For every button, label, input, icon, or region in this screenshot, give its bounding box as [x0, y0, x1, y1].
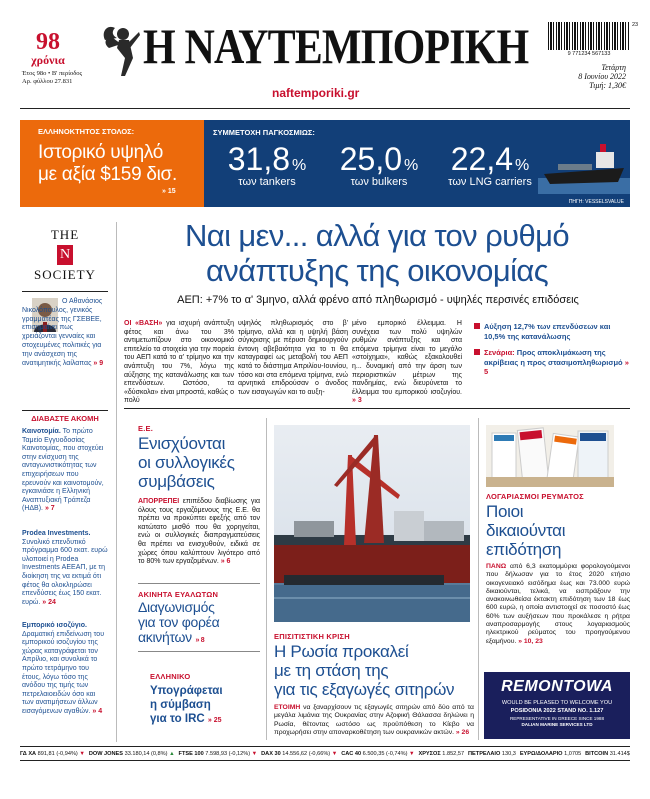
banner-source: ΠΗΓΗ: VESSELSVALUE — [568, 199, 624, 205]
akinita-ref: » 8 — [195, 637, 205, 644]
accounts-lead: ΠΑΝΩ — [486, 563, 507, 570]
main-col3 — [352, 320, 462, 406]
barcode-text: 9 771234 567133 — [567, 51, 611, 57]
ee-rule — [138, 583, 260, 584]
russia-title-line1: Η Ρωσία προκαλεί — [274, 642, 409, 661]
elliniko-kicker: ΕΛΛΗΝΙΚΟ — [150, 672, 191, 681]
stat-lng-value: 22,4 — [450, 141, 514, 177]
sidebar-item-body: Συνολικό επενδυτικό πρόγραμμα 600 εκατ. ευρώ υλοποιεί η Prodea Investments ΑΕΕΑΠ, με τη διοίκηση της να εκτιμά ότι φέτος θα ολοκληρώσει επενδύσεις έως 150 εκατ. ευρώ. — [22, 538, 108, 606]
ee-title-line1: Ενισχύονται — [138, 434, 226, 453]
day-label: Τετάρτη — [601, 63, 626, 72]
stat-tankers-unit: % — [292, 157, 307, 174]
russia-title — [274, 642, 474, 699]
ee-body — [138, 498, 260, 567]
ad-line1: WOULD BE PLEASED TO WELCOME YOU — [501, 700, 613, 706]
elliniko-title — [150, 684, 260, 728]
stat-bulkers — [324, 142, 434, 188]
stat-tankers-value: 31,8 — [227, 141, 291, 177]
sidebar-item-head: Εμπορικό ισοζύγιο. — [22, 622, 87, 629]
ee-body-text: επιπέδου διαβίωσης για όλους τους εργαζόμενους της Ε.Ε. θα πρέπει να προκύπτει εφεξής από τον κατώτατο μισθό που θα χορηγείται, ενώ οι συλλογικές διαπραγματεύσεις θα πρέπει να ενισχυθούν, ειδικά σε χώρες όπου καλύπτουν λιγότερο από το 80% των εργαζομένων. — [138, 498, 260, 566]
profile-ref: » 9 — [93, 359, 104, 367]
ticker-item-eurusd: ΕΥΡΩ/ΔΟΛΑΡΙΟ 1,0705 — [519, 751, 582, 757]
ee-ref: » 6 — [220, 558, 231, 566]
elliniko-title-line2: η σύμβαση — [150, 699, 211, 711]
sidebar-item-body: Το πρώτο Ταμείο Εγγυοδοσίας Καινοτομίας, που στοχεύει στην ενίσχυση της ανταγωνιστικότητας των επιχειρήσεων που ερευνούν και καινοτομούν, εγκαινιάσε η Ελληνική Αναπτυξιακή Τράπεζα (ΗΔΒ). — [22, 428, 104, 513]
banner-left-kicker: ΕΛΛΗΝΟΚΤΗΤΟΣ ΣΤΟΛΟΣ: — [38, 127, 135, 136]
arrow-down-icon: ▼ — [251, 751, 258, 757]
russia-ref: » 26 — [455, 728, 470, 736]
barcode-issue: 23 — [632, 22, 639, 28]
ee-title-line2: οι συλλογικές — [138, 453, 235, 472]
akinita-title-line3: ακινήτων — [138, 629, 192, 645]
arrow-down-icon: ▼ — [79, 751, 85, 757]
mid-column-divider — [266, 418, 267, 740]
anniversary-badge — [22, 30, 74, 66]
bills-photo — [486, 425, 614, 487]
stat-lng-label: των LNG carriers — [448, 176, 532, 188]
society-rule — [22, 291, 108, 292]
sidebar-title: ΔΙΑΒΑΣΤΕ ΑΚΟΜΗ — [31, 414, 99, 423]
ad-line2: POSIDONIA 2022 STAND NO. 1.127 — [510, 708, 604, 714]
profile-body: Ο Αθανάσιος Νικολόπουλος, γενικός γραμματέας της ΓΣΕΒΕΕ, επισημαίνει πως χρειάζονται γενναίες και στοχευμένες πολιτικές για την ανάσχεση της ανατιμητικής λαίλαπας — [22, 298, 103, 367]
russia-body-text: να ξαναρχίσουν τις εξαγωγές σιτηρών από δύο από τα μεγάλα λιμάνια της Ουκρανίας στην Αζοφική Θάλασσα δηλώνει η Ρωσία, θέτοντας ωστόσο ως προϋπόθεση το Κίεβο να προχωρήσει στην αποναρκοθέτηση των ουκρανικών ακτών. — [274, 704, 474, 736]
issue-line: Αρ. φύλλου 27.831 — [22, 78, 73, 85]
banner-right-kicker: ΣΥΜΜΕΤΟΧΗ ΠΑΓΚΟΣΜΙΩΣ: — [213, 128, 315, 137]
elliniko-title-line3: για το IRC — [150, 713, 205, 725]
sidebar-rule — [22, 410, 108, 411]
russia-lead: ΕΤΟΙΜΗ — [274, 704, 301, 711]
sidebar-item-ref: » 7 — [44, 505, 55, 513]
akinita-title-line1: Διαγωνισμός — [138, 599, 215, 615]
stat-tankers-label: των tankers — [238, 176, 296, 188]
ad-brand: REMONTOWA — [501, 678, 613, 695]
barcode — [548, 22, 630, 60]
profile-text — [22, 298, 108, 368]
sidebar-item-prodea[interactable] — [22, 530, 108, 607]
ticker-item-gdxa: ΓΔ ΧΑ 891,81 (-0,94%) ▼ — [20, 751, 85, 757]
ee-title-line3: συμβάσεις — [138, 472, 215, 491]
market-ticker — [20, 750, 630, 758]
banner-left-line2: με αξία $159 δισ. — [38, 164, 177, 185]
stat-lng — [434, 142, 546, 188]
right-column-divider — [478, 418, 479, 740]
main-subhead: ΑΕΠ: +7% το α' 3μηνο, αλλά φρένο από πληθωρισμό - υψηλές περσινές επιδόσεις — [177, 294, 579, 306]
masthead-rule — [20, 108, 630, 109]
elliniko-ref: » 25 — [207, 717, 222, 724]
sidebar-item-trade[interactable] — [22, 622, 108, 717]
ticker-rule — [20, 746, 630, 747]
ee-title — [138, 434, 258, 491]
akinita-title-line2: για τον φορέα — [138, 614, 220, 630]
website-link[interactable]: naftemporiki.gr — [272, 86, 360, 100]
sidebar-item-body: Δραματική επιδείνωση του εμπορικού ισοζυγίου της χώρας καταγράφεται τον Απρίλιο, και συνολικά το πρώτο τετράμηνο του έτους, λόγω τόσο της ανόδου της τιμής των πετρελαιοειδών όσο και των ανατιμήσεων άλλων εισαγόμενων αγαθών. — [22, 630, 105, 715]
port-photo — [274, 425, 470, 622]
banner-left-ref: » 15 — [162, 188, 176, 195]
ship-icon — [538, 134, 630, 194]
ee-kicker: Ε.Ε. — [138, 424, 153, 433]
russia-body — [274, 704, 474, 737]
ticker-item-gold: ΧΡΥΣΟΣ 1.852,57 — [418, 751, 465, 757]
anniversary-word: χρόνια — [31, 53, 65, 67]
price-label: Τιμή: 1,30€ — [589, 81, 626, 90]
accounts-body — [486, 563, 630, 646]
accounts-body-text: από 6,3 εκατομμύρια φορολογούμενοι που δήλωσαν για το έτος 2020 ετήσιο οικογενειακό εισόδημα έως και 73.000 ευρώ δικαιούνται, τελικά, να εισπράξουν την ανακοινωθείσα έκτακτη επιδότηση των 18 έως 600 ευρώ, η οποία αντιστοιχεί σε ποσοστό έως 60% των αυξήσεων που προκάλεσε η ρήτρα αναπροσαρμογής στους λογαριασμούς ηλεκτρικού ρεύματος του προηγούμενου εξαμήνου. — [486, 563, 631, 645]
russia-kicker: ΕΠΙΣΙΤΙΣΤΙΚΗ ΚΡΙΣΗ — [274, 632, 350, 641]
banner-left-panel — [20, 120, 204, 207]
sidebar-item-ref: » 24 — [42, 598, 56, 606]
sidebar-item-head: Καινοτομία. — [22, 428, 61, 435]
main-col1 — [124, 320, 234, 406]
ticker-bottom-rule — [20, 760, 630, 761]
akinita-rule — [138, 651, 260, 652]
fleet-banner — [20, 120, 630, 207]
arrow-down-icon: ▼ — [409, 751, 415, 757]
sidebar-item-head: Prodea Investments. — [22, 530, 91, 537]
sidebar-item-innovation[interactable] — [22, 428, 108, 514]
society-logo — [22, 227, 108, 283]
main-col1-text: για ισχυρή ανάπτυξη φέτος και άνω του 3% αντιμετωπίζουν στο οικονομικό επιτελείο τα στοιχεία για την πορεία του ΑΕΠ κατά το α' τρίμηνο και την ανάπτυξη του 7%, λόγω της αύξησης της κατανάλωσης και των επενδύσεων. Ωστόσο, τα «δύσκολα» είναι μπροστά, καθώς ο πολύ — [124, 320, 234, 405]
anniversary-number: 98 — [36, 29, 60, 55]
hermes-logo-icon — [99, 18, 141, 78]
stat-lng-unit: % — [515, 157, 530, 174]
akinita-kicker: ΑΚΙΝΗΤΑ ΕΥΑΛΩΤΩΝ — [138, 590, 219, 599]
main-headline-line1: Ναι μεν... αλλά για τον ρυθμό — [184, 218, 570, 253]
russia-title-line3: για τις εξαγωγές σιτηρών — [274, 680, 455, 699]
society-word: SOCIETY — [34, 267, 96, 282]
accounts-title-line1: Ποιοι — [486, 502, 524, 521]
bullet-scenarios — [474, 348, 630, 377]
ad-line4: DALIAN MARINE SERVICES LTD — [521, 722, 593, 727]
arrow-down-icon: ▼ — [331, 751, 338, 757]
main-bullets — [474, 322, 630, 377]
accounts-title-line2: δικαιούνται — [486, 521, 566, 540]
stat-bulkers-label: των bulkers — [350, 176, 408, 188]
newspaper-title: Η ΝΑΥΤΕΜΠΟΡΙΚΗ — [143, 18, 529, 74]
main-col2: υψηλός πληθωρισμός στο β' τρίμηνο, αλλά και η υψηλή βάση σύγκρισης με πέρυσι δημιουργούν έντονη αβεβαιότητα για το τι θα καταγραφεί ως μεταβολή του ΑΕΠ κατά το διάστημα Απριλίου-Ιουνίου, τόσο και στα επόμενα τρίμηνα, ενώ αρνητικά επιδρούσαν ο άνοδος των εισαγωγών και το αυξη- — [238, 320, 348, 396]
year-line: Έτος 98ο • Β' περίοδος — [22, 70, 83, 77]
date-label: 8 Ιουνίου 2022 — [578, 72, 626, 81]
accounts-kicker: ΛΟΓΑΡΙΑΣΜΟΙ ΡΕΥΜΑΤΟΣ — [486, 492, 584, 501]
ticker-item-ftse: FTSE 100 7.598,93 (-0,12%) ▼ — [178, 751, 258, 757]
left-column-divider — [116, 222, 117, 742]
remontowa-ad[interactable] — [484, 672, 630, 739]
elliniko-title-line1: Υπογράφεται — [150, 685, 223, 697]
accounts-title-line3: επιδότηση — [486, 540, 562, 559]
stat-bulkers-value: 25,0 — [339, 141, 403, 177]
society-n: N — [57, 245, 73, 265]
main-headline-line2: ανάπτυξης της οικονομίας — [205, 253, 549, 288]
bullet-scenarios-ref: » 5 — [484, 357, 629, 376]
banner-left-line1: Ιστορικό υψηλό — [38, 142, 164, 163]
stat-tankers — [212, 142, 322, 188]
main-lead: ΟΙ «ΒΑΣΗ» — [124, 320, 163, 327]
ticker-item-bitcoin: BITCOIN 31.414$ — [585, 751, 630, 757]
main-col3-text: μένο εμπορικό έλλειμμα. Η συνέχεια των πολύ υψηλών ρυθμών ανάπτυξης και στα επόμενα τρίμηνα είναι το μεγάλο «στοίχημα», καθώς εξακολουθεί η... δυναμική από την άρση των περιοριστικών μέτρων της πανδημίας, ενώ διευρύνεται το έλλειμμα του εμπορικού ισοζυγίου. — [352, 320, 462, 396]
main-col3-ref: » 3 — [352, 397, 362, 405]
accounts-ref: » 10, 23 — [518, 637, 543, 645]
bullet-investment-text: Αύξηση 12,7% των επενδύσεων και 10,5% της κατανάλωσης — [484, 322, 611, 341]
russia-title-line2: με τη στάση της — [274, 661, 389, 680]
bullet-investment — [474, 322, 630, 341]
sidebar-item-ref: » 4 — [92, 707, 103, 715]
accounts-title — [486, 502, 626, 559]
akinita-title — [138, 600, 260, 648]
main-headline — [124, 218, 630, 288]
arrow-up-icon: ▲ — [169, 751, 175, 757]
bullet-scenarios-head: Σενάρια: — [484, 348, 515, 357]
ee-lead: ΑΠΟΡΡΕΠΕΙ — [138, 498, 180, 505]
ticker-item-oil: ΠΕΤΡΕΛΑΙΟ 130,3 — [468, 751, 516, 757]
stat-bulkers-unit: % — [404, 157, 419, 174]
ticker-item-dowjones: DOW JONES 33.180,14 (0,8%) ▲ — [88, 751, 175, 757]
ad-line3: REPRESENTATIVE IN GREECE SINCE 1988 — [509, 716, 605, 721]
bullet-scenarios-text: Προς αποκλιμάκωση της ακρίβειας η προς στασιμοπληθωρισμό — [484, 348, 623, 367]
main-story-rule — [124, 408, 630, 409]
society-the: THE — [50, 227, 80, 242]
ticker-item-cac: CAC 40 6.500,35 (-0,74%) ▼ — [341, 751, 415, 757]
ticker-item-dax: DAX 30 14.556,62 (-0,66%) ▼ — [261, 751, 338, 757]
